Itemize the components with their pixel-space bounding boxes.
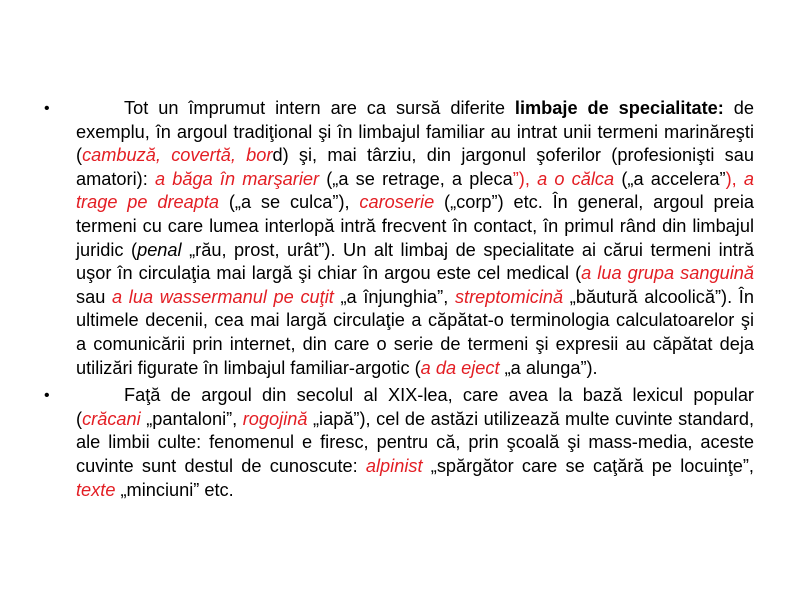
- text-run: „rău, prost, urât”). Un alt limbaj de specialitate ai cărui termeni intră uşor în circulaţia mai largă şi chiar în argou este cel medical (: [76, 239, 754, 284]
- text-run: d: [272, 145, 283, 166]
- bullet-paragraph-1: [44, 97, 754, 380]
- text-run: („a se retrage, a pleca: [319, 168, 513, 189]
- text-run: Faţă de argoul din secolul al XIX-lea, care avea la bază lexicul popular (: [76, 385, 754, 429]
- text-run: „băutură alcoolică”). În ultimele decenii, cea mai largă circulaţie a căpătat-o terminologia calculatoarelor şi a comunicării prin internet, din care o serie de termeni şi expresii au căpătat deja utilizări figurate în limbajul familiar-argotic (: [76, 286, 754, 378]
- text-run: ) şi, mai târziu, din jargonul şoferilor (profesionişti sau amatori):: [76, 145, 754, 189]
- highlighted-term: texte: [76, 479, 116, 500]
- slide-body: [44, 97, 754, 506]
- text-run: sau: [76, 286, 112, 307]
- highlighted-term: ”),: [512, 168, 538, 189]
- text-run: „spărgător care se caţără pe locuinţe”,: [422, 455, 754, 476]
- highlighted-term: ),: [725, 168, 744, 189]
- text-run: de exemplu, în argoul tradiţional şi în limbajul familiar au intrat unii termeni marinăreşti (: [76, 98, 755, 166]
- text-run: „pantaloni”,: [140, 408, 243, 429]
- text-run: „iapă”), cel de astăzi utilizează multe cuvinte standard, ale limbii culte: fenomenul e firesc, pentru că, prin şcoală şi mass-media, aceste cuvinte sunt destul de cunoscute:: [76, 408, 754, 476]
- highlighted-term: a o călca: [537, 168, 615, 189]
- bullet-paragraph-2: [44, 384, 754, 502]
- highlighted-term: alpinist: [365, 455, 423, 476]
- paragraph-text: [76, 98, 754, 378]
- highlighted-term: penal: [137, 239, 182, 260]
- highlighted-term: cambuză, covertă, bor: [82, 145, 273, 166]
- highlighted-term: crăcani: [82, 408, 141, 429]
- text-run: Tot un împrumut intern are ca sursă diferite: [124, 98, 515, 118]
- highlighted-term: rogojină: [242, 408, 308, 429]
- highlighted-term: a da eject: [420, 357, 500, 378]
- bullet-icon: •: [44, 100, 50, 117]
- highlighted-term: caroserie: [359, 192, 435, 213]
- highlighted-term: streptomicină: [454, 286, 564, 307]
- highlighted-term: limbaje de specialitate:: [514, 98, 724, 118]
- highlighted-term: a trage pe dreapta: [76, 168, 755, 213]
- text-run: („a accelera”: [614, 168, 726, 189]
- text-run: („a se culca”),: [219, 192, 360, 213]
- text-run: „minciuni” etc.: [115, 479, 234, 500]
- text-run: („corp”) etc. În general, argoul preia termeni cu care lumea interlopă intră frecvent în contact, în primul rând din limbajul juridic (: [76, 192, 754, 260]
- highlighted-term: a lua wassermanul pe cuţit: [112, 286, 334, 307]
- text-run: „a înjunghia”,: [333, 286, 455, 307]
- paragraph-text: [76, 385, 754, 499]
- highlighted-term: a lua grupa sanguină: [581, 263, 755, 284]
- text-run: „a alunga”).: [499, 357, 598, 378]
- highlighted-term: a băga în marşarier: [154, 168, 320, 189]
- bullet-icon: •: [44, 387, 50, 405]
